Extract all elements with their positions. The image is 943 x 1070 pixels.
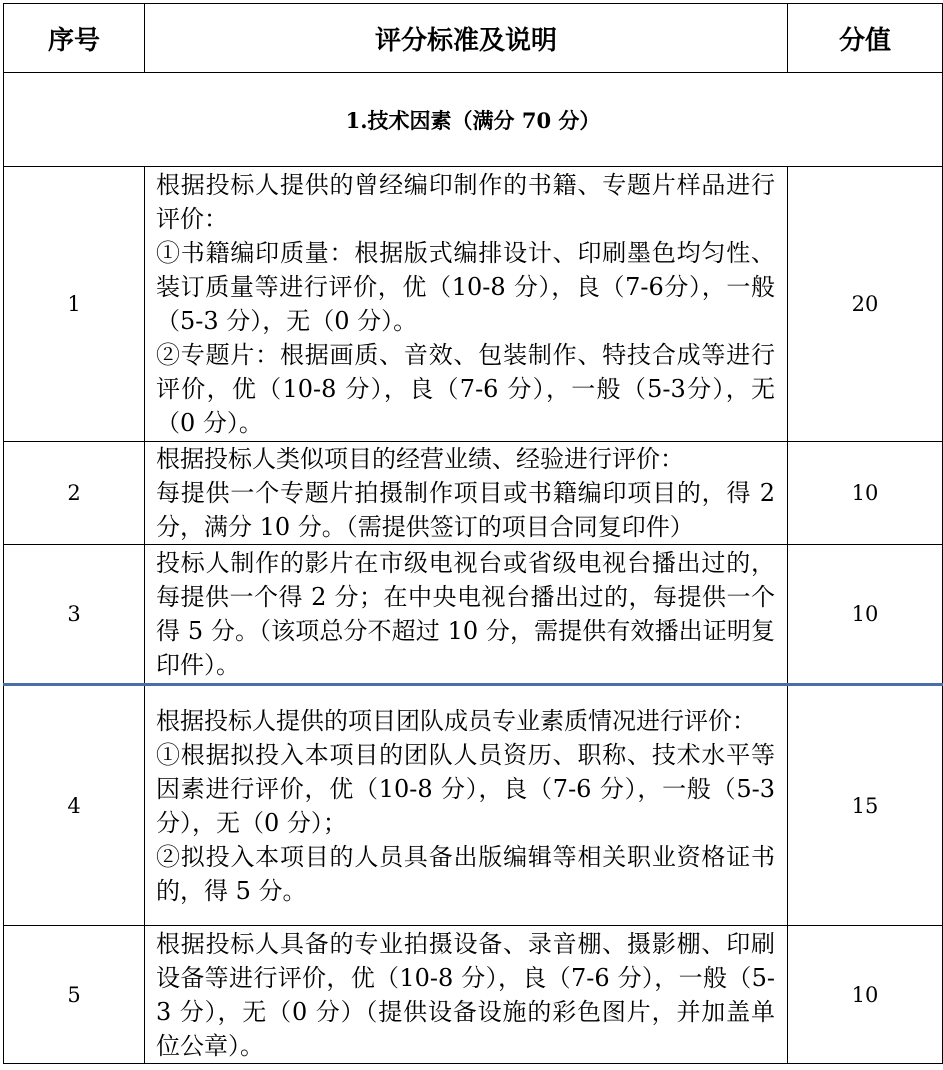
criteria-line: 每提供一个专题片拍摄制作项目或书籍编印项目的，得 2 分，满分 10 分。（需提供签订的项目合同复印件） [156, 479, 775, 541]
table-row [4, 545, 943, 685]
row-index: 3 [4, 545, 145, 685]
row-index: 5 [4, 926, 145, 1064]
row-index: 2 [4, 442, 145, 545]
criteria-line: 根据投标人具备的专业拍摄设备、录音棚、摄影棚、印刷设备等进行评价，优（10-8 分），良（7-6 分），一般（5-3 分），无（0 分）（提供设备设施的彩色图片，并加盖单位公章）。 [156, 929, 775, 1060]
row-criteria [145, 167, 788, 442]
row-score: 20 [788, 167, 943, 442]
row-score: 15 [788, 685, 943, 926]
table-row [4, 167, 943, 442]
row-criteria [145, 685, 788, 926]
criteria-line: 投标人制作的影片在市级电视台或省级电视台播出过的，每提供一个得 2 分；在中央电视台播出过的，每提供一个得 5 分。（该项总分不超过 10 分，需提供有效播出证明复印件）。 [156, 549, 775, 679]
criteria-line: 根据投标人提供的曾经编印制作的书籍、专题片样品进行评价： [156, 171, 775, 233]
section-title: 1.技术因素（满分 70 分） [4, 73, 943, 167]
row-score: 10 [788, 545, 943, 685]
row-criteria [145, 545, 788, 685]
table-row [4, 685, 943, 926]
table-row [4, 926, 943, 1064]
criteria-line: ②专题片：根据画质、音效、包装制作、特技合成等进行评价，优（10-8 分），良（7-6 分），一般（5-3分），无（0 分）。 [156, 341, 775, 437]
row-criteria [145, 926, 788, 1064]
row-score: 10 [788, 926, 943, 1064]
table-row [4, 442, 943, 545]
header-index: 序号 [4, 4, 145, 73]
criteria-line: ②拟投入本项目的人员具备出版编辑等相关职业资格证书的，得 5 分。 [156, 842, 775, 905]
scoring-table [3, 3, 943, 1064]
header-score: 分值 [788, 4, 943, 73]
row-index: 1 [4, 167, 145, 442]
section-row [4, 73, 943, 167]
header-row [4, 4, 943, 73]
row-index: 4 [4, 685, 145, 926]
criteria-line: ①根据拟投入本项目的团队人员资历、职称、技术水平等因素进行评价，优（10-8 分），良（7-6 分），一般（5-3 分），无（0 分）； [156, 740, 775, 837]
criteria-line: 根据投标人类似项目的经营业绩、经验进行评价： [156, 445, 684, 473]
criteria-line: 根据投标人提供的项目团队成员专业素质情况进行评价： [156, 706, 756, 735]
row-criteria [145, 442, 788, 545]
row-score: 10 [788, 442, 943, 545]
header-criteria: 评分标准及说明 [145, 4, 788, 73]
criteria-line: ①书籍编印质量：根据版式编排设计、印刷墨色均匀性、装订质量等进行评价，优（10-8 分），良（7-6分），一般（5-3 分），无（0 分）。 [156, 239, 775, 335]
